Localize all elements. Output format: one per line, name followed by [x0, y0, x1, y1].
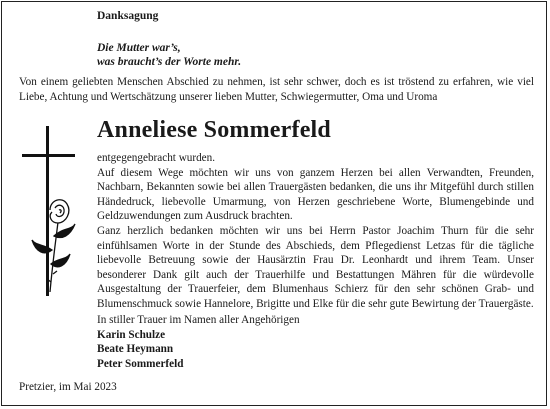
mourner-name: Beate Heymann: [97, 343, 174, 356]
signoff-line: In stiller Trauer im Namen aller Angehörigen: [97, 314, 300, 326]
thanks-body: [97, 151, 534, 312]
mourner-name: Peter Sommerfeld: [97, 357, 184, 370]
rose-icon: [32, 200, 75, 292]
place-date: Pretzier, im Mai 2023: [19, 381, 117, 393]
notice-heading: Danksagung: [97, 10, 159, 22]
intro-paragraph: Von einem geliebten Menschen Abschied zu nehmen, ist sehr schwer, doch es ist tröstend zu erfahren, wie viel Liebe, Achtung und Wertschätzung unserer lieben Mutter, Schwiegermutter, Oma und Uroma: [19, 76, 534, 103]
mourner-name: Karin Schulze: [97, 328, 166, 341]
signoff: [97, 313, 300, 371]
quote-line-1: Die Mutter war’s,: [97, 42, 181, 54]
quote-line-2: was braucht’s der Worte mehr.: [97, 56, 242, 68]
body-paragraph-2: Auf diesem Wege möchten wir uns von ganzem Herzen bei allen Verwandten, Freunden, Nachbarn, Bekannten sowie bei allen Trauergästen bedanken, die uns ihr Mitgefühl durch stillen Händedruck, liebevolle Umarmung, von Herzen geschriebene Worte, Blumengebinde und Geldzuwendungen zum Ausdruck brachten.: [97, 166, 534, 223]
cross-rose-emblem: [20, 124, 84, 299]
deceased-name: Anneliese Sommerfeld: [97, 117, 331, 143]
body-paragraph-3: Ganz herzlich bedanken möchten wir uns bei Herrn Pastor Joachim Thurn für die sehr einfühlsamen Worte in der Stunde des Abschieds, dem Pflegedienst Letzas für die tägliche liebevolle Betreuung sowie der Hausärztin Frau Dr. Leonhardt und ihrem Team. Unser besonderer Dank gilt auch der Trauerhilfe und Bestattungen Mähren für die würdevolle Ausgestaltung der Trauerfeier, dem Blumenhaus Schierz für den sehr schönen Grab- und Blumenschmuck sowie Hannelore, Brigitte und Elke für die sehr gute Bewirtung der Trauergäste.: [97, 224, 534, 310]
quote: [97, 41, 241, 69]
body-paragraph-1: entgegengebracht wurden.: [97, 152, 216, 164]
